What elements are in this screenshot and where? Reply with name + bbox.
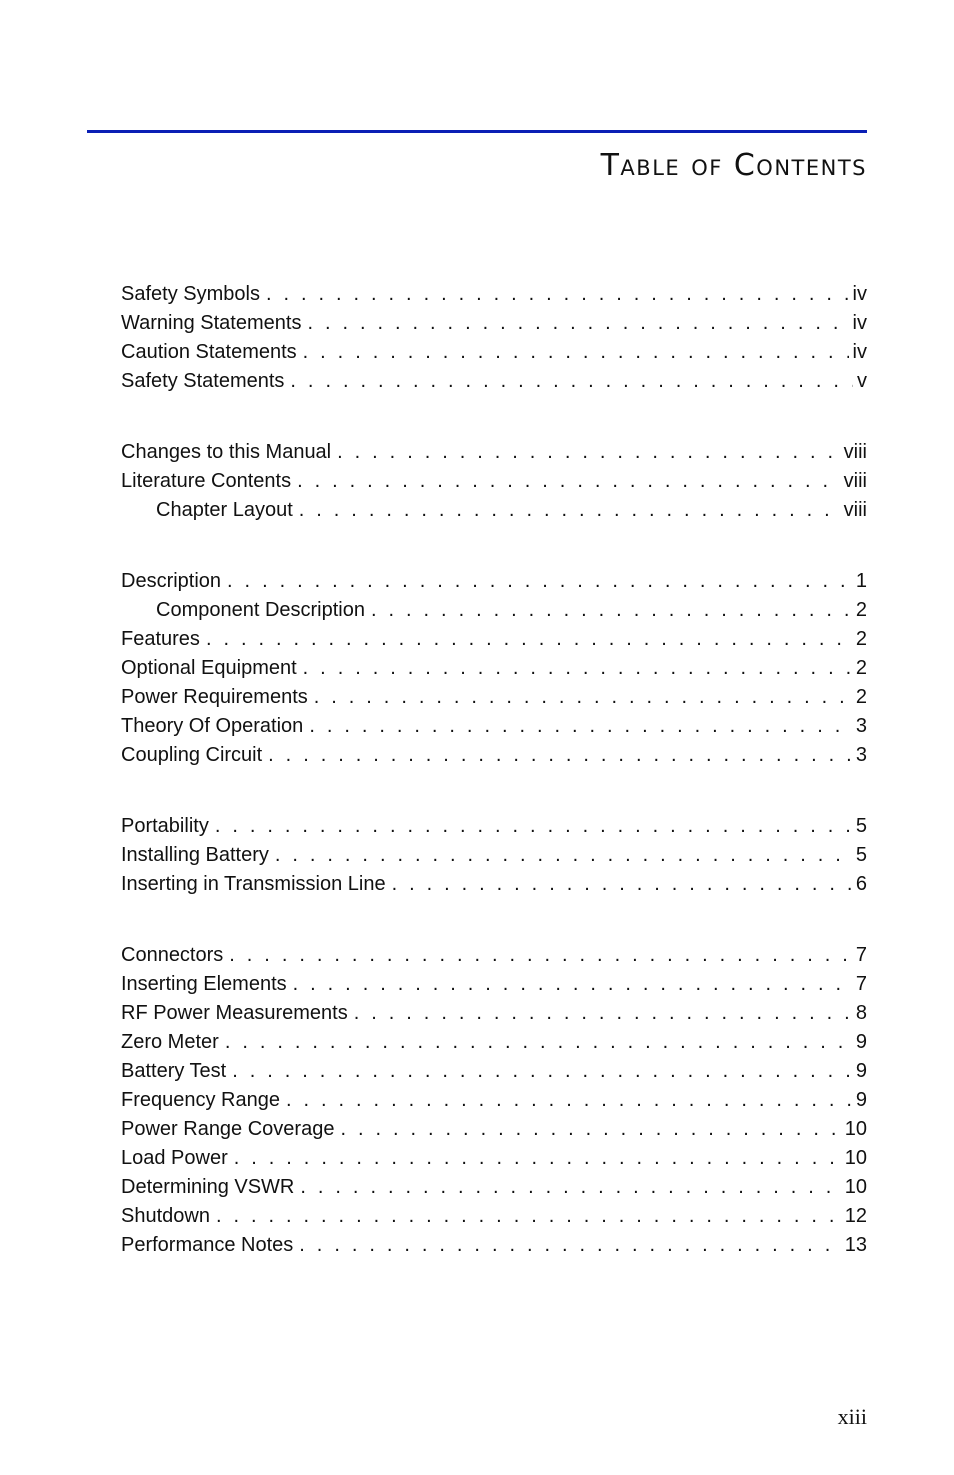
toc-entry-label: Caution Statements (121, 341, 297, 363)
toc-entry-page: iv (852, 283, 867, 305)
toc-entry-page: viii (843, 499, 867, 521)
toc-entry-label: Safety Symbols (121, 283, 260, 305)
toc-entry-page: 3 (855, 744, 867, 766)
toc-entry-page: 9 (855, 1060, 867, 1082)
toc-entry[interactable] (121, 1202, 867, 1231)
dot-leader (206, 625, 852, 654)
dot-leader (314, 683, 852, 712)
dot-leader (232, 1057, 852, 1086)
dot-leader (297, 467, 840, 496)
toc-entry[interactable] (121, 567, 867, 596)
toc-entry-label: Chapter Layout (156, 499, 293, 521)
toc-entry-label: Power Requirements (121, 686, 308, 708)
dot-leader (303, 338, 849, 367)
toc-entry-page: 5 (855, 815, 867, 837)
dot-leader (337, 438, 840, 467)
toc-entry-page: 10 (844, 1176, 867, 1198)
toc-entry-label: Power Range Coverage (121, 1118, 335, 1140)
dot-leader (225, 1028, 852, 1057)
toc-entry-label: Literature Contents (121, 470, 292, 492)
toc-entry[interactable] (121, 438, 867, 467)
toc-entry[interactable] (121, 496, 867, 525)
toc-entry-label: Load Power (121, 1147, 228, 1169)
toc-entry[interactable] (121, 812, 867, 841)
toc-entry-label: Coupling Circuit (121, 744, 263, 766)
toc-entry[interactable] (121, 1231, 867, 1260)
dot-leader (300, 1173, 840, 1202)
dot-leader (293, 970, 852, 999)
dot-leader (340, 1115, 840, 1144)
toc-group (121, 812, 867, 899)
toc-entry-label: Changes to this Manual (121, 441, 332, 463)
toc-entry[interactable] (121, 712, 867, 741)
toc-entry-page: 2 (855, 657, 867, 679)
toc-entry[interactable] (121, 1086, 867, 1115)
dot-leader (371, 596, 852, 625)
toc-entry[interactable] (121, 309, 867, 338)
dot-leader (229, 941, 852, 970)
toc-entry-label: Portability (121, 815, 209, 837)
toc-entry-page: iv (852, 312, 867, 334)
toc-entry-page: 2 (855, 686, 867, 708)
toc-entry-page: 1 (855, 570, 867, 592)
toc-entry-label: Determining VSWR (121, 1176, 295, 1198)
toc-entry-label: Zero Meter (121, 1031, 219, 1053)
dot-leader (234, 1144, 841, 1173)
toc-entry-label: Component Description (156, 599, 365, 621)
dot-leader (275, 841, 852, 870)
page-number: xiii (837, 1404, 867, 1429)
toc-entry[interactable] (121, 1173, 867, 1202)
dot-leader (286, 1086, 852, 1115)
toc-entry[interactable] (121, 870, 867, 899)
dot-leader (227, 567, 852, 596)
toc-entry[interactable] (121, 1028, 867, 1057)
toc-entry[interactable] (121, 741, 867, 770)
dot-leader (303, 654, 852, 683)
toc-entry-label: Description (121, 570, 222, 592)
toc-entry-label: Features (121, 628, 200, 650)
toc-entry-page: 10 (844, 1147, 867, 1169)
toc-entry-label: Performance Notes (121, 1234, 294, 1256)
dot-leader (307, 309, 848, 338)
toc-entry[interactable] (121, 1115, 867, 1144)
header-rule (87, 130, 867, 133)
toc-entry-page: 13 (844, 1234, 867, 1256)
toc-group (121, 280, 867, 396)
toc-entry[interactable] (121, 625, 867, 654)
toc-entry[interactable] (121, 1057, 867, 1086)
toc-entry[interactable] (121, 338, 867, 367)
toc-entry-label: Optional Equipment (121, 657, 297, 679)
toc-entry-page: 2 (855, 599, 867, 621)
dot-leader (268, 741, 852, 770)
toc-entry[interactable] (121, 941, 867, 970)
dot-leader (354, 999, 852, 1028)
dot-leader (216, 1202, 841, 1231)
toc-list (121, 280, 867, 1302)
toc-entry[interactable] (121, 596, 867, 625)
dot-leader (299, 496, 840, 525)
toc-entry[interactable] (121, 683, 867, 712)
toc-entry-page: 7 (855, 944, 867, 966)
toc-entry[interactable] (121, 367, 867, 396)
dot-leader (392, 870, 852, 899)
toc-entry-label: Shutdown (121, 1205, 210, 1227)
toc-entry-page: v (857, 370, 867, 392)
toc-entry-page: viii (843, 470, 867, 492)
toc-entry-page: 3 (855, 715, 867, 737)
toc-entry-label: Connectors (121, 944, 224, 966)
dot-leader (299, 1231, 840, 1260)
toc-entry-label: Theory Of Operation (121, 715, 304, 737)
dot-leader (215, 812, 852, 841)
toc-entry-label: Warning Statements (121, 312, 302, 334)
toc-entry[interactable] (121, 1144, 867, 1173)
toc-entry-label: Battery Test (121, 1060, 227, 1082)
toc-entry-page: 2 (855, 628, 867, 650)
toc-entry-label: RF Power Measurements (121, 1002, 348, 1024)
page-title: Table of Contents (600, 148, 867, 183)
toc-entry-label: Frequency Range (121, 1089, 280, 1111)
toc-entry[interactable] (121, 970, 867, 999)
toc-entry-label: Safety Statements (121, 370, 285, 392)
toc-entry[interactable] (121, 467, 867, 496)
toc-entry-page: 12 (844, 1205, 867, 1227)
dot-leader (290, 367, 853, 396)
toc-group (121, 567, 867, 770)
toc-entry-page: 7 (855, 973, 867, 995)
toc-entry-page: 6 (855, 873, 867, 895)
toc-entry[interactable] (121, 841, 867, 870)
toc-entry[interactable] (121, 280, 867, 309)
toc-entry-page: 9 (855, 1031, 867, 1053)
dot-leader (309, 712, 852, 741)
toc-entry-page: 8 (855, 1002, 867, 1024)
toc-entry-label: Inserting Elements (121, 973, 287, 995)
toc-group (121, 941, 867, 1260)
toc-entry-page: iv (852, 341, 867, 363)
toc-entry-page: 10 (844, 1118, 867, 1140)
toc-entry-label: Inserting in Transmission Line (121, 873, 386, 895)
toc-entry-page: 5 (855, 844, 867, 866)
toc-entry-label: Installing Battery (121, 844, 269, 866)
toc-entry[interactable] (121, 999, 867, 1028)
toc-group (121, 438, 867, 525)
toc-entry-page: 9 (855, 1089, 867, 1111)
toc-entry[interactable] (121, 654, 867, 683)
dot-leader (266, 280, 849, 309)
toc-entry-page: viii (843, 441, 867, 463)
